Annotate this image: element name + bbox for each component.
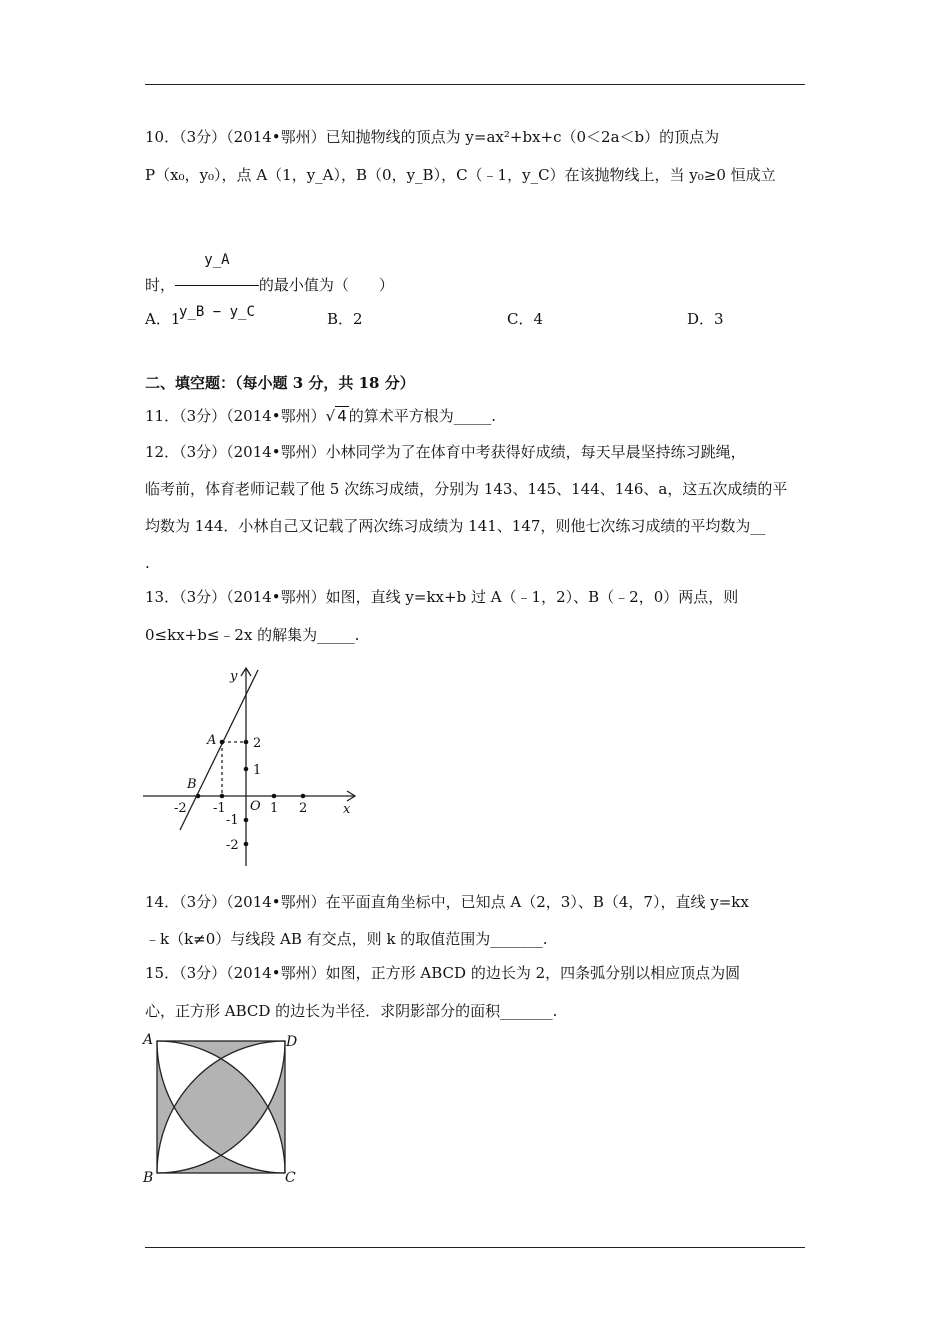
q10-option-d: D．3 xyxy=(687,310,724,328)
top-rule xyxy=(145,84,805,85)
q10-fraction xyxy=(175,236,259,336)
tick-y-2 xyxy=(244,740,249,745)
label-x-1: 1 xyxy=(270,801,279,816)
label-x: x xyxy=(343,802,351,817)
point-a xyxy=(220,740,225,745)
q13-line-1: 13．（3分）（2014•鄂州）如图，直线 y=kx+b 过 A（﹣1，2）、B（﹣2，0）两点，则 xyxy=(145,588,739,606)
q12-line-4: . xyxy=(145,554,150,572)
sqrt-symbol: √ 4 xyxy=(325,407,347,425)
label-y-1: 1 xyxy=(253,763,262,778)
q11-line xyxy=(145,406,496,426)
q14-line-1: 14．（3分）（2014•鄂州）在平面直角坐标中，已知点 A（2，3）、B（4，7），直线 y=kx xyxy=(145,893,749,911)
q14-line-2: ﹣k（k≠0）与线段 AB 有交点，则 k 的取值范围为_______. xyxy=(145,930,548,948)
tick-x-2 xyxy=(301,794,306,799)
q13-line-2: 0≤kx+b≤﹣2x 的解集为_____. xyxy=(145,626,360,644)
q10-line-3-suffix: 的最小值为（ ） xyxy=(258,276,394,294)
q15-square-figure xyxy=(138,1030,308,1190)
label-b: B xyxy=(187,777,197,792)
fraction-numerator: y_A xyxy=(175,236,259,286)
point-b xyxy=(196,794,201,799)
label-y-m1: -1 xyxy=(226,813,239,828)
tick-x-1 xyxy=(272,794,277,799)
label-a: A xyxy=(143,1032,154,1048)
q10-line-2: P（x₀，y₀），点 A（1，y_A），B（0，y_B），C（﹣1，y_C）在该抛物线上，当 y₀≥0 恒成立 xyxy=(145,166,776,184)
tick-y-1 xyxy=(244,767,249,772)
bottom-rule xyxy=(145,1247,805,1248)
q10-option-a: A．1 xyxy=(145,310,181,328)
label-d: D xyxy=(286,1034,298,1050)
sqrt-radicand: 4 xyxy=(337,407,347,425)
tick-y-m2 xyxy=(244,842,249,847)
label-y: y xyxy=(230,669,238,684)
q10-option-b: B．2 xyxy=(327,310,363,328)
q15-line-2: 心，正方形 ABCD 的边长为半径．求阴影部分的面积_______. xyxy=(145,1002,558,1020)
label-x-m2: -2 xyxy=(174,801,187,816)
label-b: B xyxy=(143,1170,154,1186)
q12-line-1: 12．（3分）（2014•鄂州）小林同学为了在体育中考获得好成绩，每天早晨坚持练习跳绳， xyxy=(145,443,746,461)
fraction-denominator: y_B − y_C xyxy=(179,304,255,320)
q11-prefix: 11．（3分）（2014•鄂州） xyxy=(145,407,326,425)
label-x-2: 2 xyxy=(299,801,308,816)
q15-line-1: 15．（3分）（2014•鄂州）如图，正方形 ABCD 的边长为 2，四条弧分别以相应顶点为圆 xyxy=(145,964,741,982)
label-a: A xyxy=(207,733,217,748)
label-x-m1: -1 xyxy=(213,801,226,816)
label-o: O xyxy=(250,799,261,814)
q13-coordinate-graph xyxy=(140,660,365,875)
q12-line-2: 临考前，体育老师记载了他 5 次练习成绩，分别为 143、145、144、146、a，这五次成绩的平 xyxy=(145,480,788,498)
q12-line-3: 均数为 144．小林自己又记载了两次练习成绩为 141、147，则他七次练习成绩的平均数为__ xyxy=(145,517,766,535)
q10-line-1: 10．（3分）（2014•鄂州）已知抛物线的顶点为 y=ax²+bx+c（0＜2a＜b）的顶点为 xyxy=(145,128,720,146)
q11-suffix: 的算术平方根为_____. xyxy=(348,407,497,425)
label-y-m2: -2 xyxy=(226,838,239,853)
section-2-title: 二、填空题：（每小题 3 分，共 18 分） xyxy=(145,374,415,392)
q10-line-3-prefix: 时， xyxy=(145,276,176,294)
shaded-region xyxy=(157,1041,285,1173)
label-y-2: 2 xyxy=(253,736,262,751)
tick-x-m1 xyxy=(220,794,225,799)
q10-option-c: C．4 xyxy=(507,310,544,328)
tick-y-m1 xyxy=(244,818,249,823)
label-c: C xyxy=(285,1170,296,1186)
